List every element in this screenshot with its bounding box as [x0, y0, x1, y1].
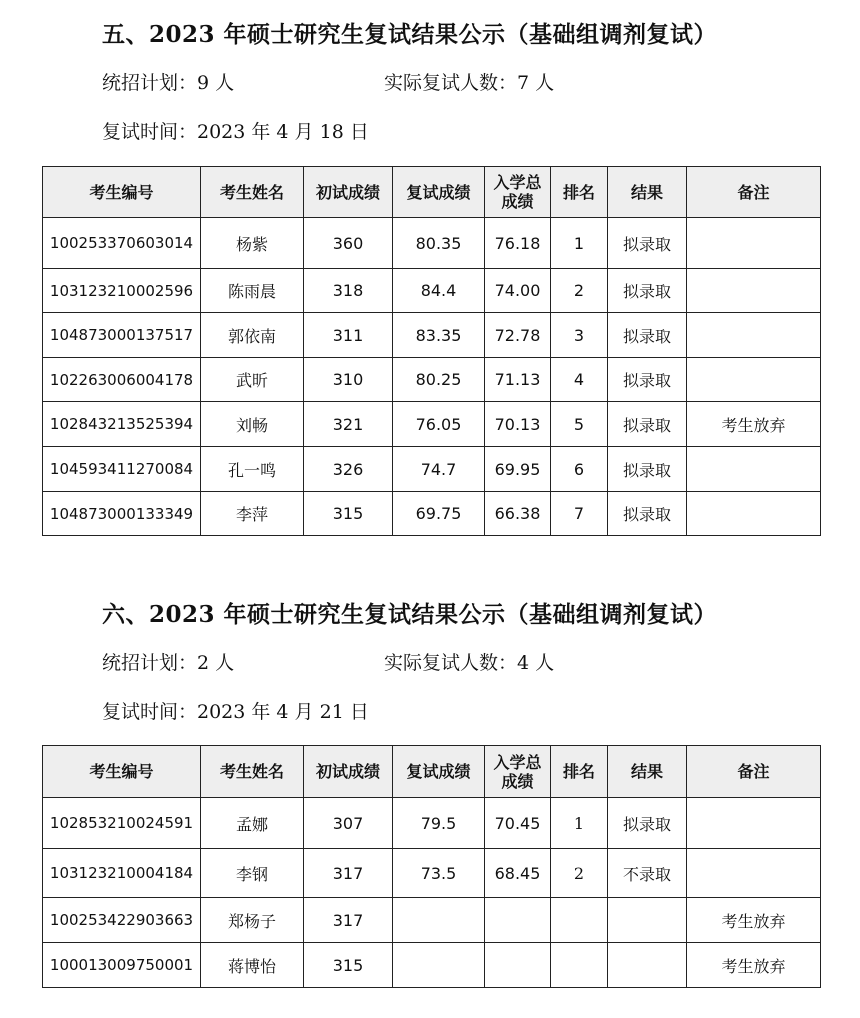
- cell-prelim-score: 315: [304, 943, 393, 988]
- cell-retest-score: 84.4: [393, 269, 485, 313]
- cell-name: 孔一鸣: [201, 447, 304, 492]
- header-retest-score: 复试成绩: [393, 167, 485, 218]
- cell-rank: [551, 898, 608, 943]
- cell-name: 蒋博怡: [201, 943, 304, 988]
- cell-prelim-score: 360: [304, 218, 393, 269]
- cell-result: 拟录取: [608, 798, 687, 849]
- cell-rank: 2: [551, 849, 608, 898]
- cell-id: 103123210004184: [43, 849, 201, 898]
- cell-result: 拟录取: [608, 492, 687, 536]
- table-row: [43, 218, 821, 269]
- cell-retest-score: [393, 943, 485, 988]
- cell-rank: 4: [551, 358, 608, 402]
- cell-name: 武昕: [201, 358, 304, 402]
- table-row: [43, 447, 821, 492]
- cell-rank: 6: [551, 447, 608, 492]
- section6-title: 六、2023 年硕士研究生复试结果公示（基础组调剂复试）: [102, 601, 718, 628]
- cell-total-score: 66.38: [485, 492, 551, 536]
- table-row: [43, 492, 821, 536]
- cell-result: 拟录取: [608, 358, 687, 402]
- cell-name: 刘畅: [201, 402, 304, 447]
- cell-name: 陈雨晨: [201, 269, 304, 313]
- section6-plan: 统招计划：2 人: [102, 652, 235, 674]
- table-header-row: [43, 746, 821, 798]
- cell-id: 104593411270084: [43, 447, 201, 492]
- section5-date: 复试时间：2023 年 4 月 18 日: [102, 121, 369, 143]
- header-total-score: 入学总 成绩: [485, 167, 551, 218]
- table-row: [43, 402, 821, 447]
- header-id: 考生编号: [43, 167, 201, 218]
- cell-retest-score: 80.35: [393, 218, 485, 269]
- cell-remark: [687, 849, 821, 898]
- cell-remark: [687, 492, 821, 536]
- cell-remark: [687, 358, 821, 402]
- cell-rank: 1: [551, 798, 608, 849]
- cell-total-score: 74.00: [485, 269, 551, 313]
- header-result: 结果: [608, 167, 687, 218]
- cell-rank: 5: [551, 402, 608, 447]
- cell-remark: 考生放弃: [687, 898, 821, 943]
- cell-retest-score: 69.75: [393, 492, 485, 536]
- cell-id: 100253370603014: [43, 218, 201, 269]
- cell-id: 104873000133349: [43, 492, 201, 536]
- header-name: 考生姓名: [201, 746, 304, 798]
- cell-prelim-score: 317: [304, 849, 393, 898]
- table-row: [43, 313, 821, 358]
- cell-id: 104873000137517: [43, 313, 201, 358]
- cell-name: 杨紫: [201, 218, 304, 269]
- cell-remark: [687, 218, 821, 269]
- header-remark: 备注: [687, 167, 821, 218]
- cell-total-score: 70.13: [485, 402, 551, 447]
- cell-name: 孟娜: [201, 798, 304, 849]
- cell-prelim-score: 307: [304, 798, 393, 849]
- cell-total-score: 70.45: [485, 798, 551, 849]
- cell-retest-score: 83.35: [393, 313, 485, 358]
- section5-table: [42, 166, 821, 536]
- cell-prelim-score: 318: [304, 269, 393, 313]
- cell-result: [608, 898, 687, 943]
- header-id: 考生编号: [43, 746, 201, 798]
- section5-title: 五、2023 年硕士研究生复试结果公示（基础组调剂复试）: [102, 21, 718, 48]
- header-result: 结果: [608, 746, 687, 798]
- cell-result: 拟录取: [608, 402, 687, 447]
- cell-prelim-score: 317: [304, 898, 393, 943]
- cell-result: 拟录取: [608, 447, 687, 492]
- cell-result: 不录取: [608, 849, 687, 898]
- cell-rank: 3: [551, 313, 608, 358]
- header-retest-score: 复试成绩: [393, 746, 485, 798]
- cell-name: 郑杨子: [201, 898, 304, 943]
- header-prelim-score: 初试成绩: [304, 167, 393, 218]
- cell-result: [608, 943, 687, 988]
- table-row: [43, 269, 821, 313]
- cell-remark: [687, 313, 821, 358]
- cell-id: 100253422903663: [43, 898, 201, 943]
- table-header-row: [43, 167, 821, 218]
- cell-result: 拟录取: [608, 269, 687, 313]
- cell-remark: [687, 447, 821, 492]
- cell-retest-score: 79.5: [393, 798, 485, 849]
- cell-remark: 考生放弃: [687, 402, 821, 447]
- section6-plan-row: [102, 648, 555, 675]
- cell-prelim-score: 315: [304, 492, 393, 536]
- table-row: [43, 358, 821, 402]
- cell-rank: [551, 943, 608, 988]
- header-remark: 备注: [687, 746, 821, 798]
- cell-prelim-score: 311: [304, 313, 393, 358]
- table-row: [43, 849, 821, 898]
- cell-name: 李萍: [201, 492, 304, 536]
- cell-retest-score: [393, 898, 485, 943]
- header-rank: 排名: [551, 167, 608, 218]
- cell-remark: [687, 798, 821, 849]
- header-prelim-score: 初试成绩: [304, 746, 393, 798]
- cell-id: 102263006004178: [43, 358, 201, 402]
- cell-name: 郭依南: [201, 313, 304, 358]
- cell-id: 100013009750001: [43, 943, 201, 988]
- cell-total-score: 72.78: [485, 313, 551, 358]
- section6-actual: 实际复试人数：4 人: [384, 652, 555, 674]
- cell-retest-score: 74.7: [393, 447, 485, 492]
- cell-total-score: [485, 943, 551, 988]
- cell-remark: 考生放弃: [687, 943, 821, 988]
- table-row: [43, 943, 821, 988]
- cell-id: 103123210002596: [43, 269, 201, 313]
- header-name: 考生姓名: [201, 167, 304, 218]
- cell-total-score: 71.13: [485, 358, 551, 402]
- cell-rank: 1: [551, 218, 608, 269]
- cell-retest-score: 76.05: [393, 402, 485, 447]
- header-total-score: 入学总 成绩: [485, 746, 551, 798]
- section5-plan-row: [102, 68, 555, 95]
- cell-total-score: 69.95: [485, 447, 551, 492]
- cell-prelim-score: 310: [304, 358, 393, 402]
- section6-date: 复试时间：2023 年 4 月 21 日: [102, 701, 369, 723]
- cell-id: 102843213525394: [43, 402, 201, 447]
- header-rank: 排名: [551, 746, 608, 798]
- cell-result: 拟录取: [608, 313, 687, 358]
- cell-prelim-score: 326: [304, 447, 393, 492]
- table-row: [43, 898, 821, 943]
- table-row: [43, 798, 821, 849]
- cell-total-score: [485, 898, 551, 943]
- section6-table: [42, 745, 821, 988]
- cell-name: 李钢: [201, 849, 304, 898]
- cell-rank: 7: [551, 492, 608, 536]
- cell-retest-score: 73.5: [393, 849, 485, 898]
- cell-retest-score: 80.25: [393, 358, 485, 402]
- section5-actual: 实际复试人数：7 人: [384, 72, 555, 94]
- cell-total-score: 76.18: [485, 218, 551, 269]
- cell-remark: [687, 269, 821, 313]
- cell-total-score: 68.45: [485, 849, 551, 898]
- cell-result: 拟录取: [608, 218, 687, 269]
- section5-plan: 统招计划：9 人: [102, 72, 235, 94]
- cell-id: 102853210024591: [43, 798, 201, 849]
- cell-prelim-score: 321: [304, 402, 393, 447]
- cell-rank: 2: [551, 269, 608, 313]
